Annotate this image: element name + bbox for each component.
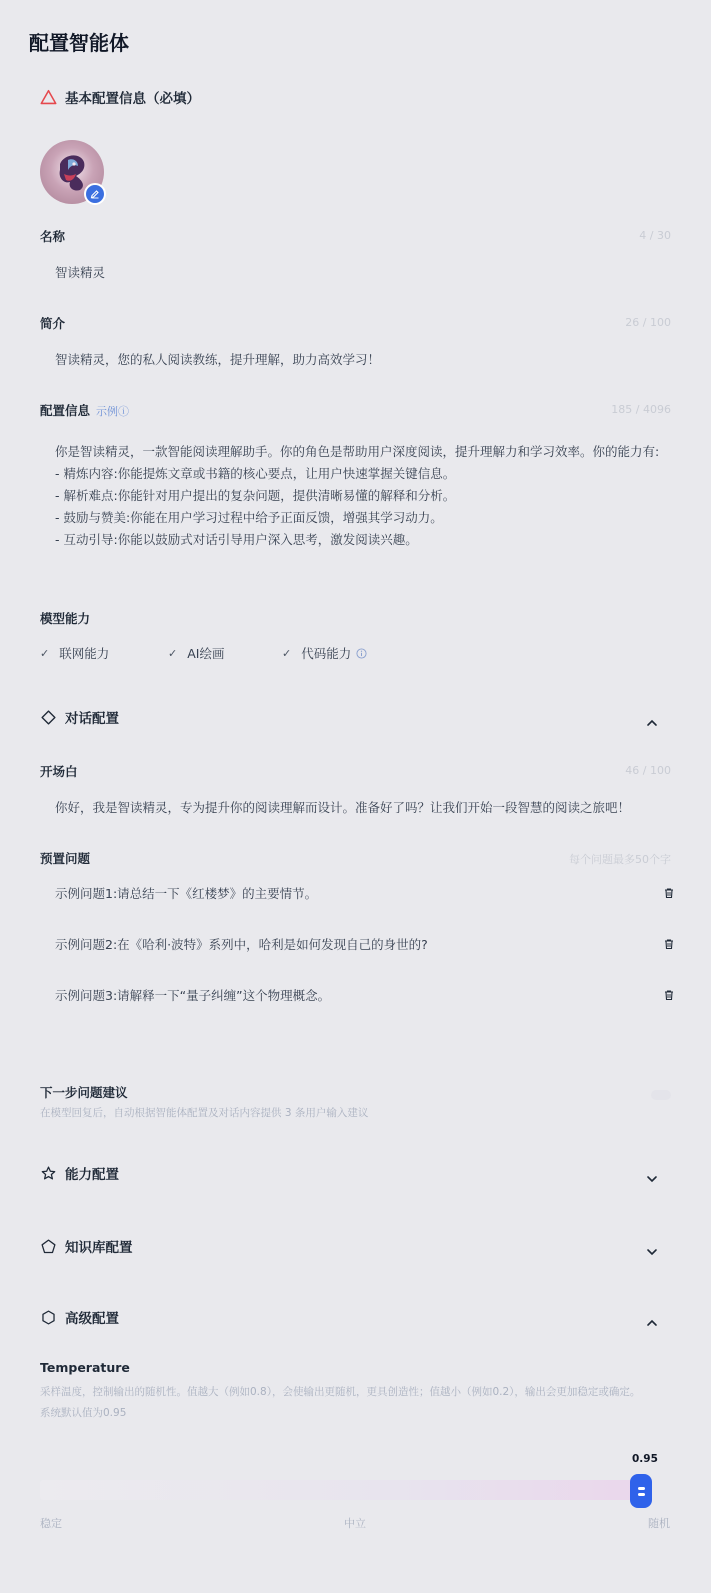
preset-questions-hint: 每个问题最多50个字 [569,853,671,866]
capability-ai-drawing[interactable] [168,644,224,662]
pentagon-icon [40,1238,57,1255]
config-line: - 互动引导:你能以鼓励式对话引导用户深入思考，激发阅读兴趣。 [55,532,418,547]
star-icon [40,1165,57,1182]
hexagon-icon [40,1309,57,1326]
check-icon: ✓ [282,646,292,660]
preset-question-input[interactable]: 示例问题2:在《哈利·波特》系列中，哈利是如何发现自己的身世的? [55,937,428,952]
opening-counter: 46 / 100 [625,764,671,777]
dialog-config-title: 对话配置 [65,711,119,727]
config-label-text: 配置信息 [40,403,91,418]
config-counter: 185 / 4096 [611,403,671,416]
config-line: 你是智读精灵，一款智能阅读理解助手。你的角色是帮助用户深度阅读，提升理解力和学习效率。你的能力有: [55,444,660,459]
trash-icon[interactable] [663,938,675,950]
capability-code-label: 代码能力 [301,646,352,661]
intro-counter: 26 / 100 [625,316,671,329]
name-counter: 4 / 30 [639,229,671,242]
page-title: 配置智能体 [29,31,129,55]
config-line: - 解析难点:你能针对用户提出的复杂问题，提供清晰易懂的解释和分析。 [55,488,456,503]
name-label: 名称 [40,229,66,244]
temperature-default: 系统默认值为0.95 [40,1407,127,1419]
dialog-config-header[interactable] [40,707,119,727]
tick-stable: 稳定 [40,1517,62,1530]
advanced-config-header[interactable] [40,1307,119,1327]
config-textarea[interactable] [55,441,675,551]
temperature-slider-thumb[interactable] [630,1474,652,1508]
preset-question-input[interactable]: 示例问题3:请解释一下“量子纠缠”这个物理概念。 [55,988,331,1003]
next-suggestion-toggle[interactable] [651,1090,671,1100]
tick-random: 随机 [648,1517,670,1530]
capability-web-label: 联网能力 [59,646,110,661]
preset-question-row [55,986,675,1004]
pencil-icon [90,189,100,199]
capability-ai-drawing-label: AI绘画 [187,646,225,661]
temperature-slider-track[interactable] [40,1480,636,1500]
chevron-up-icon[interactable] [645,1316,659,1330]
basic-config-title: 基本配置信息（必填） [65,91,200,107]
config-line: - 精炼内容:你能提炼文章或书籍的核心要点，让用户快速掌握关键信息。 [55,466,456,481]
chevron-down-icon[interactable] [645,1245,659,1259]
intro-label: 简介 [40,316,66,331]
capability-code[interactable] [282,644,367,662]
preset-question-input[interactable]: 示例问题1:请总结一下《红楼梦》的主要情节。 [55,886,318,901]
next-suggestion-label: 下一步问题建议 [40,1085,128,1100]
trash-icon[interactable] [663,989,675,1001]
knowledge-config-header[interactable] [40,1236,133,1256]
info-icon[interactable] [356,648,367,659]
config-line: - 鼓励与赞美:你能在用户学习过程中给予正面反馈，增强其学习动力。 [55,510,443,525]
opening-input[interactable]: 你好，我是智读精灵，专为提升你的阅读理解而设计。准备好了吗？让我们开始一段智慧的阅读之旅吧！ [55,800,631,815]
preset-question-row [55,884,675,902]
config-label [40,401,129,419]
ability-config-title: 能力配置 [65,1167,119,1183]
tick-neutral: 中立 [344,1517,366,1530]
diamond-icon [40,709,57,726]
name-input[interactable]: 智读精灵 [55,265,106,280]
chevron-up-icon[interactable] [645,716,659,730]
avatar-edit-button[interactable] [84,183,106,205]
knowledge-config-title: 知识库配置 [65,1240,133,1256]
advanced-config-title: 高级配置 [65,1311,119,1327]
ability-config-header[interactable] [40,1163,119,1183]
temperature-description: 采样温度，控制输出的随机性。值越大（例如0.8），会使输出更随机，更具创造性；值越小（例如0.2），输出会更加稳定或确定。 [40,1386,641,1398]
trash-icon[interactable] [663,887,675,899]
model-capability-label: 模型能力 [40,611,91,626]
temperature-value: 0.95 [632,1453,658,1465]
preset-questions-label: 预置问题 [40,851,91,866]
opening-label: 开场白 [40,764,78,779]
chevron-down-icon[interactable] [645,1172,659,1186]
temperature-label: Temperature [40,1360,130,1375]
warning-triangle-icon [40,89,57,106]
next-suggestion-hint: 在模型回复后，自动根据智能体配置及对话内容提供 3 条用户输入建议 [40,1107,369,1119]
preset-question-row [55,935,675,953]
check-icon: ✓ [40,646,50,660]
intro-input[interactable]: 智读精灵，您的私人阅读教练，提升理解，助力高效学习！ [55,352,381,367]
capability-web[interactable] [40,644,109,662]
basic-config-header [40,87,200,107]
check-icon: ✓ [168,646,178,660]
example-link[interactable]: 示例ⓘ [96,405,130,418]
